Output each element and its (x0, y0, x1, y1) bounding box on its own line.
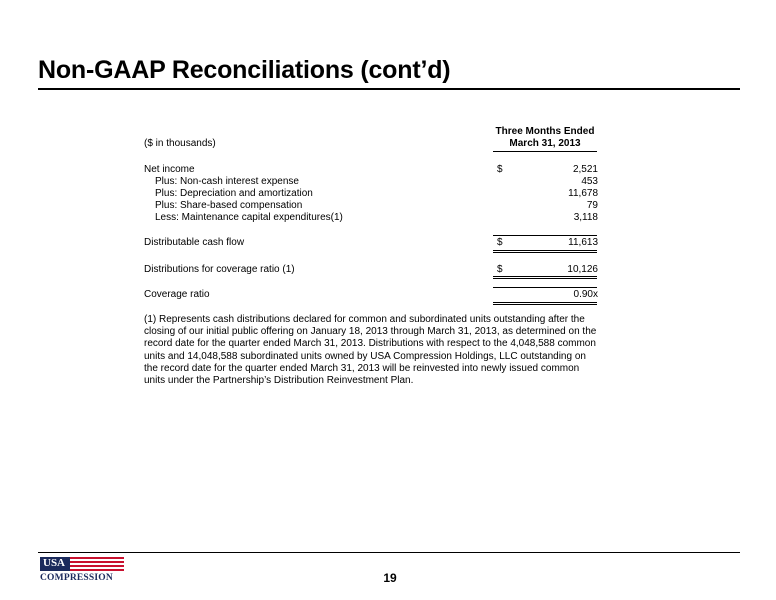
page-number: 19 (383, 571, 397, 585)
title-divider (38, 88, 740, 90)
row-value: 11,678 (568, 188, 598, 199)
row-value: 0.90x (573, 289, 598, 300)
table-row (144, 164, 600, 176)
page-title: Non-GAAP Reconciliations (cont’d) (38, 56, 451, 84)
row-label: Plus: Non-cash interest expense (155, 176, 299, 187)
row-label: Plus: Share-based compensation (155, 200, 303, 211)
company-logo (40, 557, 124, 583)
dollar-sign: $ (497, 264, 503, 275)
table-row (144, 176, 600, 188)
table-row (144, 200, 600, 212)
logo-usa-text: USA (43, 557, 66, 569)
row-label: Distributions for coverage ratio (1) (144, 264, 295, 275)
table-row (144, 289, 600, 301)
row-value: 3,118 (573, 212, 598, 223)
footer-divider (38, 552, 740, 553)
row-value: 2,521 (572, 164, 598, 175)
row-value: 11,613 (568, 237, 598, 248)
table-row (144, 237, 600, 249)
row-label: Plus: Depreciation and amortization (155, 188, 313, 199)
dollar-sign: $ (497, 237, 503, 248)
dollar-sign: $ (497, 164, 503, 175)
table-row (144, 212, 600, 224)
column-header-period: Three Months Ended (495, 126, 595, 137)
footnote: (1) Represents cash distributions declared for common and subordinated units outstanding after the closing of our initial public offering on January 18, 2013 through March 31, 2013, as determined on the record date for the quarter ended March 31, 2013. Distributions with respect to the 4,048,588 common units and 14,048,588 subordinated units owned by USA Compression Holdings, LLC outstanding on the record date for the quarter ended March 31, 2013 will be reinvested into newly issued common units under the Partnership’s Distribution Reinvestment Plan. (144, 314, 597, 387)
row-value: 453 (581, 176, 598, 187)
row-label: Net income (144, 164, 195, 175)
logo-compression-text: COMPRESSION (40, 573, 113, 583)
row-label: Coverage ratio (144, 289, 210, 300)
table-row (144, 188, 600, 200)
table-row (144, 264, 600, 276)
row-label: Distributable cash flow (144, 237, 245, 248)
units-label: ($ in thousands) (144, 138, 216, 149)
column-header-date: March 31, 2013 (493, 138, 597, 152)
row-value: 10,126 (567, 264, 598, 275)
row-value: 79 (586, 200, 598, 211)
row-label: Less: Maintenance capital expenditures(1) (155, 212, 343, 223)
